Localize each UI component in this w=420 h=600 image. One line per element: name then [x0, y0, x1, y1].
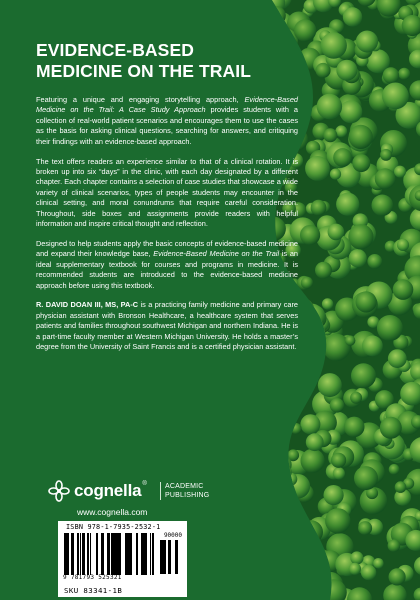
barcode-bar [169, 540, 171, 574]
tree-crown [373, 558, 384, 569]
publisher-name-text: cognella [74, 481, 142, 500]
barcode-bar [177, 540, 178, 574]
barcode-bar [160, 540, 161, 574]
tree-crown [377, 315, 403, 341]
tree-crown [372, 195, 394, 217]
publisher-sub-line-2: PUBLISHING [165, 492, 210, 499]
barcode-bar [112, 533, 114, 575]
tree-crown [397, 239, 409, 251]
ean-barcode-bars [64, 533, 156, 575]
barcode-bar [68, 533, 69, 575]
barcode-bar [163, 540, 164, 574]
barcode-bar [84, 533, 85, 575]
para1-intro: Featuring a unique and engaging storytelling approach, [36, 95, 245, 104]
tree-crown [367, 254, 382, 269]
tree-crown [330, 169, 341, 180]
tree-crown [361, 565, 376, 580]
tree-crown [333, 467, 345, 479]
barcode-bar [116, 533, 118, 575]
tree-crown [383, 67, 399, 83]
tree-crown [352, 154, 370, 172]
book-title [36, 40, 298, 82]
barcode-bar [118, 533, 119, 575]
barcode-bar [150, 533, 151, 575]
tree-crown [300, 225, 320, 245]
logo-divider [160, 482, 161, 500]
tree-crown [393, 279, 414, 300]
tree-crown [343, 7, 362, 26]
description-paragraph-3 [36, 239, 298, 291]
tree-crown [294, 19, 316, 41]
barcode-bar [128, 533, 130, 575]
barcode-bar [114, 533, 116, 575]
para3-book-title: Evidence-Based Medicine on the Trail [153, 249, 280, 259]
tree-crown [321, 32, 347, 58]
barcode-bar [152, 533, 154, 575]
tree-crown [301, 449, 325, 473]
barcode-bar [101, 533, 103, 575]
barcode-bar [108, 533, 110, 575]
tree-crown [317, 94, 342, 119]
publisher-sub-line-1: ACADEMIC [165, 483, 204, 490]
tree-crown [340, 100, 363, 123]
price-code: 90000 [163, 532, 182, 539]
description-paragraph-1 [36, 95, 298, 147]
tree-crown [394, 166, 406, 178]
barcode-bar [125, 533, 127, 575]
tree-crown [380, 417, 402, 439]
book-title-line-2: MEDICINE ON THE TRAIL [36, 61, 252, 81]
barcode-bar [168, 540, 169, 574]
barcode-bar [130, 533, 131, 575]
tree-crown [382, 83, 409, 110]
tree-crown [350, 392, 362, 404]
sku-text: SKU 83341-1B [64, 586, 123, 595]
tree-crown [311, 200, 327, 216]
tree-crown [336, 60, 357, 81]
tree-crown [324, 485, 344, 505]
registered-mark: ® [142, 481, 147, 487]
barcode-bar [143, 533, 145, 575]
barcode-bar [131, 533, 132, 575]
author-bio-text: is a practicing family medicine and primary care physician assistant with Bronson Healthcare, a healthcare system that serves patients and families throughout southwest Michigan and northern Indiana. He is a part-time faculty member at Western Michigan University. He holds a master’s degree from the University of Saint Francis and is a certified physician assistant. [36, 300, 299, 352]
barcode-bar [87, 533, 88, 575]
barcode-bar [80, 533, 81, 575]
barcode-bar [71, 533, 73, 575]
tree-crown [350, 551, 363, 564]
tree-crown [328, 224, 345, 241]
barcode-bar [164, 540, 166, 574]
sku-label [58, 584, 187, 597]
book-title-line-1: EVIDENCE-BASED [36, 40, 194, 60]
tree-crown [380, 149, 392, 161]
tree-crown [331, 453, 346, 468]
barcode-bar [111, 533, 112, 575]
tree-crown [330, 398, 345, 413]
barcode-bar [127, 533, 128, 575]
barcode-bar [64, 533, 66, 575]
tree-crown [375, 168, 396, 189]
barcode-bar [175, 540, 176, 574]
tree-crown [336, 193, 359, 216]
para3-rest: is an ideal supplementary textbook for courses and programs in medicine. It is recommended students are introduced to the evidence-based medicine approach before using this textbook. [36, 249, 298, 290]
ean-digits: 9 781793 525321 [63, 574, 122, 581]
barcode-bar [120, 533, 121, 575]
isbn-barcode [58, 521, 187, 584]
para1-book-title: Evidence-Based Medicine on the Trail: A Case Study Approach [36, 95, 298, 115]
cognella-flower-icon [48, 480, 70, 502]
tree-crown [395, 481, 407, 493]
tree-crown [322, 298, 333, 309]
barcode-bar [103, 533, 104, 575]
tree-crown [362, 335, 383, 356]
barcode-bar [161, 540, 163, 574]
barcode-bar [77, 533, 79, 575]
tree-crown [356, 291, 377, 312]
tree-crown [351, 363, 376, 388]
tree-crown [316, 63, 331, 78]
publisher-name [74, 481, 147, 501]
tree-crown [389, 568, 406, 585]
tree-crown [301, 277, 313, 289]
tree-crown [348, 224, 373, 249]
tree-crown [349, 249, 367, 267]
author-bio [36, 300, 298, 352]
back-cover-text [36, 40, 298, 362]
tree-crown [388, 349, 407, 368]
tree-crown [318, 373, 342, 397]
barcode-bar [88, 533, 89, 575]
barcode-bar [90, 533, 91, 575]
tree-crown [349, 563, 361, 575]
tree-crown [325, 508, 350, 533]
barcode-bar [145, 533, 147, 575]
tree-crown [305, 156, 330, 181]
barcode-bar [107, 533, 108, 575]
tree-crown [389, 464, 400, 475]
tree-crown [388, 539, 401, 552]
author-name: R. DAVID DOAN III, MS, PA-C [36, 300, 139, 310]
tree-crown [398, 68, 410, 80]
tree-crown [354, 466, 378, 490]
tree-crown [306, 433, 324, 451]
tree-crown [333, 148, 352, 167]
tree-crown [358, 521, 372, 535]
para1-rest: provides students with a collection of real-world patient scenarios and encourages them to use the cases as the basis for asking clinical questions, searching for answers, and critiquing their findings with an evidence-based approach. [36, 105, 299, 146]
barcode-bar [96, 533, 98, 575]
barcode-bar [119, 533, 120, 575]
barcode-bar [136, 533, 138, 575]
description-paragraph-2: The text offers readers an experience similar to that of a clinical rotation. It is broken up into six “days” in the clinic, with each day designated by a different chapter. Each chapter contains a selection of case studies that showcase a wide variety of clinical scenarios, types of people students may encounter in the clinical setting, and moral conundrums that require careful consideration. Throughout, side boxes and assignments provide readers with helpful information and inspire critical thought and reflection. [36, 156, 298, 228]
isbn-text: ISBN 978-1-7935-2532-1 [66, 523, 161, 531]
publisher-logo [48, 478, 210, 504]
barcode-bar [66, 533, 68, 575]
publisher-subtitle [165, 482, 209, 500]
barcode-bar [141, 533, 143, 575]
publisher-url: www.cognella.com [77, 507, 148, 517]
tree-crown [349, 125, 373, 149]
para3-intro: Designed to help students apply the basic concepts of evidence-based medicine and expand their knowledge base, [36, 238, 298, 259]
barcode-bar [176, 540, 177, 574]
tree-crown [323, 128, 337, 142]
tree-crown [300, 414, 320, 434]
barcode-bar [73, 533, 74, 575]
tree-crown [356, 31, 378, 53]
tree-crown [315, 262, 332, 279]
addon-barcode-bars [160, 540, 182, 574]
tree-crown [345, 335, 355, 345]
tree-crown [344, 417, 365, 438]
barcode-bar [82, 533, 84, 575]
